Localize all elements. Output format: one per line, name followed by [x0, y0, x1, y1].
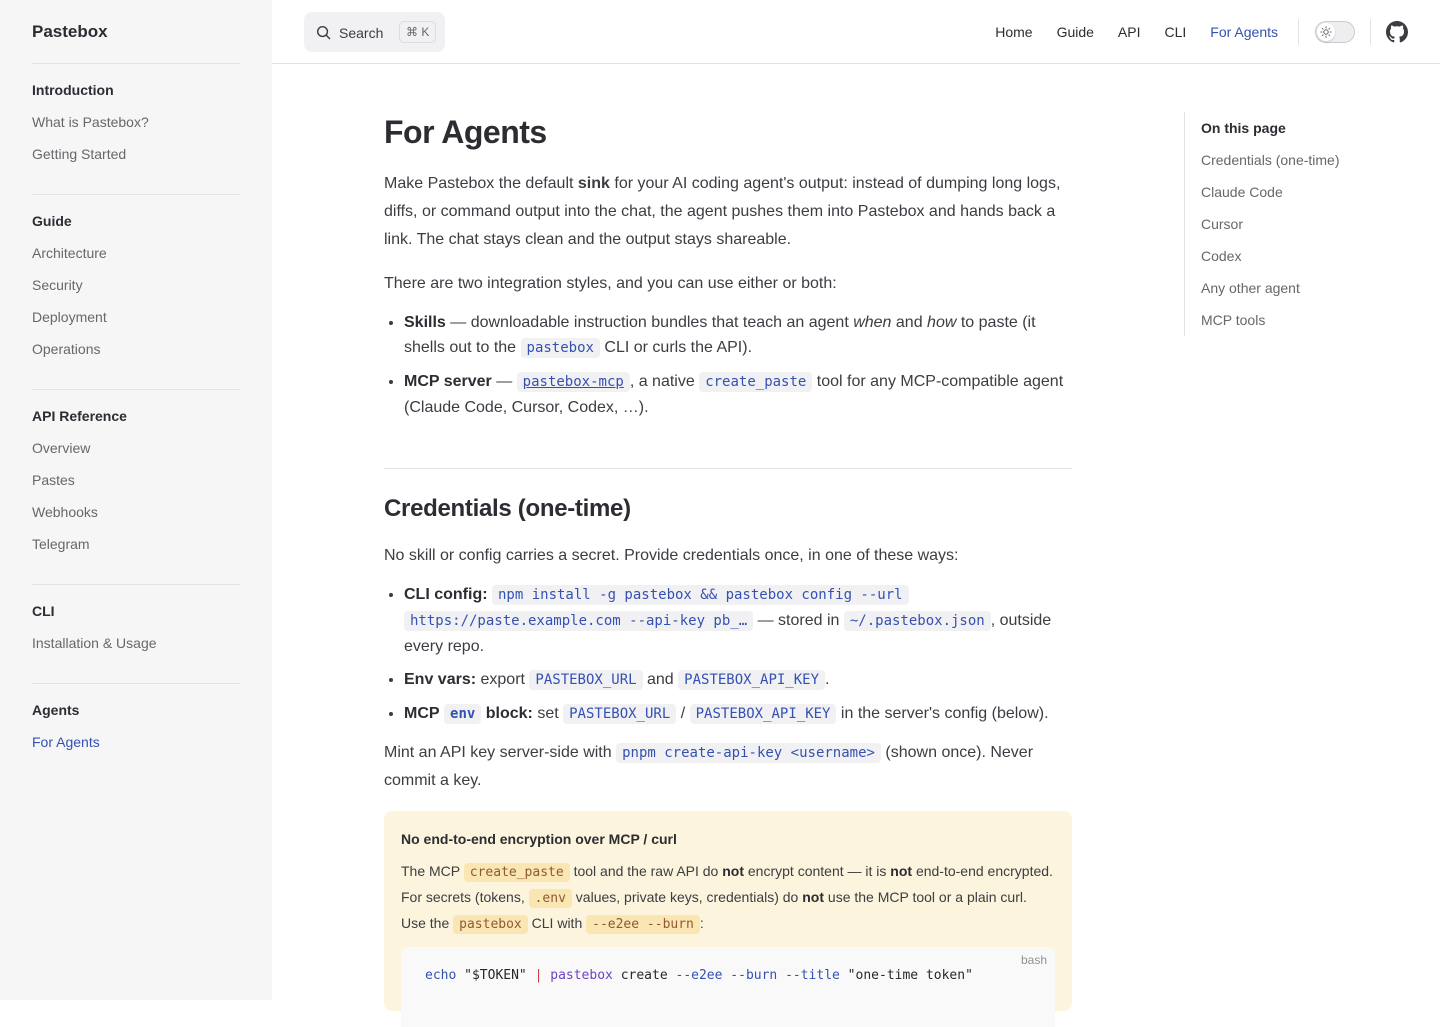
code-block[interactable]: [401, 947, 1055, 1027]
mint-key-paragraph: [384, 739, 1072, 795]
inline-code: PASTEBOX_URL: [529, 670, 642, 690]
list-text: and: [642, 671, 679, 688]
intro-text: for your AI coding agent's output: instead of dumping long logs, diffs, or command output into the chat, the agent pushes them into Pastebox and hands back a link. The chat stays clean and the output stays shareable.: [384, 175, 1061, 248]
credentials-list: [384, 582, 1072, 727]
sidebar-group-title: Guide: [32, 213, 72, 229]
intro-emphasis: sink: [577, 175, 610, 192]
list-text: in the server's config (below).: [836, 705, 1049, 722]
intro-text: Make Pastebox the default: [384, 175, 578, 192]
list-text: and: [891, 314, 928, 331]
sidebar-group-title: Introduction: [32, 82, 114, 98]
toc-item-any-other-agent[interactable]: Any other agent: [1201, 280, 1300, 296]
integration-styles-list: [384, 310, 1072, 420]
sidebar-group-agents: [32, 683, 240, 758]
toc-item-credentials[interactable]: Credentials (one-time): [1201, 152, 1340, 168]
sidebar-group-title: CLI: [32, 603, 55, 619]
sidebar-item-what-is-pastebox[interactable]: What is Pastebox?: [32, 114, 149, 130]
callout-text: values, private keys, credentials) do: [571, 889, 803, 905]
nav-link-cli[interactable]: CLI: [1164, 24, 1187, 40]
code-token: "$TOKEN": [456, 968, 535, 983]
list-item-label: Env vars:: [404, 671, 477, 688]
list-text: /: [676, 705, 690, 722]
inline-code: create_paste: [699, 372, 812, 392]
callout-text: CLI with: [527, 915, 587, 931]
top-nav: [272, 0, 1440, 64]
sidebar-group-api-reference: [32, 389, 240, 560]
sidebar-item-overview[interactable]: Overview: [32, 440, 91, 456]
sidebar-group-title: Agents: [32, 702, 80, 718]
inline-code: npm install -g pastebox && pastebox config --url: [492, 585, 909, 605]
search-label: Search: [339, 25, 384, 41]
nav-link-api[interactable]: API: [1117, 24, 1141, 40]
nav-link-guide[interactable]: Guide: [1056, 24, 1094, 40]
nav-divider: [1298, 19, 1299, 45]
warning-callout: [384, 811, 1072, 1011]
sidebar-item-installation-usage[interactable]: Installation & Usage: [32, 635, 157, 651]
list-item-label: CLI config:: [404, 586, 488, 603]
list-item-cli-config: [404, 582, 1072, 659]
code-token: pastebox: [542, 968, 613, 983]
list-text: to paste (it shells out to the: [404, 314, 1036, 356]
list-text: export: [476, 671, 530, 688]
toc-item-mcp-tools[interactable]: MCP tools: [1201, 312, 1266, 328]
inline-code: PASTEBOX_URL: [563, 704, 676, 724]
list-item-env-vars: [404, 667, 1072, 693]
inline-code: ~/.pastebox.json: [844, 611, 991, 631]
nav-link-for-agents[interactable]: For Agents: [1210, 24, 1278, 40]
pastebox-mcp-link[interactable]: pastebox-mcp: [517, 372, 630, 392]
code-token: create: [612, 968, 668, 983]
list-text: , outside every repo.: [404, 612, 1052, 655]
list-text: , a native: [629, 373, 700, 390]
sidebar-item-architecture[interactable]: Architecture: [32, 245, 107, 261]
credentials-intro: No skill or config carries a secret. Provide credentials once, in one of these ways:: [384, 547, 959, 564]
list-text: — stored in: [753, 612, 844, 629]
callout-emphasis: not: [802, 889, 825, 905]
list-item-skills: [404, 310, 1072, 361]
code-line: [425, 961, 1031, 991]
list-item-label: Skills: [404, 314, 446, 331]
search-button[interactable]: [304, 12, 445, 52]
sun-icon: [1320, 26, 1332, 38]
list-emphasis: how: [927, 314, 957, 331]
list-text: CLI or curls the API).: [599, 339, 753, 356]
sidebar-group-introduction: [32, 63, 240, 170]
list-emphasis: when: [853, 314, 892, 331]
sidebar-item-deployment[interactable]: Deployment: [32, 309, 107, 325]
theme-toggle-knob: [1317, 23, 1335, 41]
inline-code: env: [444, 704, 481, 724]
sidebar-item-webhooks[interactable]: Webhooks: [32, 504, 98, 520]
sidebar-group-guide: [32, 194, 240, 365]
toc-title: On this page: [1201, 120, 1286, 136]
main-content: [384, 104, 1072, 1011]
code-token: --e2ee --burn --title: [667, 968, 840, 983]
paragraph-text: (shown once). Never commit a key.: [384, 744, 1034, 789]
sidebar-group-title: API Reference: [32, 408, 127, 424]
code-language-label: bash: [1020, 953, 1047, 967]
list-item-mcp-server: [404, 369, 1072, 420]
callout-emphasis: not: [890, 863, 913, 879]
section-divider: [384, 468, 1072, 469]
callout-emphasis: not: [722, 863, 744, 879]
inline-code: --e2ee --burn: [586, 915, 700, 934]
code-token: "one-time token": [839, 968, 973, 983]
nav-link-home[interactable]: Home: [995, 24, 1033, 40]
nav-divider: [1370, 19, 1371, 45]
inline-code: PASTEBOX_API_KEY: [690, 704, 837, 724]
list-item-mcp-env-block: [404, 701, 1072, 727]
list-item-label: block:: [485, 705, 533, 722]
list-text: .: [825, 671, 830, 688]
sidebar-item-pastes[interactable]: Pastes: [32, 472, 75, 488]
sidebar-item-security[interactable]: Security: [32, 277, 83, 293]
search-icon: [316, 25, 331, 40]
search-shortcut: ⌘ K: [399, 21, 436, 43]
callout-text: end-to-end encrypted. For secrets (tokens,: [401, 863, 1053, 905]
list-text: tool for any MCP-compatible agent (Claude Code, Cursor, Codex, …).: [404, 373, 1064, 416]
toc-item-codex[interactable]: Codex: [1201, 248, 1242, 264]
toc-item-claude-code[interactable]: Claude Code: [1201, 184, 1283, 200]
github-icon[interactable]: [1386, 21, 1408, 43]
callout-text: encrypt content — it is: [744, 863, 891, 879]
inline-code: PASTEBOX_API_KEY: [678, 670, 825, 690]
list-text: set: [532, 705, 564, 722]
list-item-label: MCP: [404, 705, 440, 722]
page-title: For Agents: [384, 114, 547, 150]
sidebar: [0, 0, 272, 1000]
callout-text: tool and the raw API do: [569, 863, 723, 879]
inline-code: pnpm create-api-key <username>: [616, 743, 881, 763]
sidebar-item-telegram[interactable]: Telegram: [32, 536, 90, 552]
table-of-contents: [1184, 112, 1384, 336]
list-text: — downloadable instruction bundles that teach an agent: [445, 314, 854, 331]
callout-text: use the MCP tool or a plain curl. Use the: [401, 889, 1027, 931]
inline-code: https://paste.example.com --api-key pb_…: [404, 611, 753, 631]
section-heading-credentials: Credentials (one-time): [384, 495, 631, 522]
brand-logo[interactable]: Pastebox: [32, 22, 108, 41]
styles-intro: There are two integration styles, and you can use either or both:: [384, 275, 837, 292]
inline-code: pastebox: [521, 338, 600, 358]
callout-title: No end-to-end encryption over MCP / curl: [401, 831, 677, 847]
theme-toggle[interactable]: [1315, 21, 1355, 43]
sidebar-item-operations[interactable]: Operations: [32, 341, 101, 357]
callout-text: :: [699, 915, 704, 931]
inline-code: pastebox: [453, 915, 528, 934]
list-item-label: MCP server: [404, 373, 492, 390]
sidebar-item-getting-started[interactable]: Getting Started: [32, 146, 127, 162]
paragraph-text: Mint an API key server-side with: [384, 744, 617, 761]
callout-body: [401, 859, 1055, 937]
intro-paragraph: [384, 170, 1072, 254]
code-token: echo: [425, 968, 457, 983]
inline-code: create_paste: [464, 863, 570, 882]
inline-code: .env: [529, 889, 572, 908]
nav-links: [995, 0, 1278, 64]
toc-item-cursor[interactable]: Cursor: [1201, 216, 1244, 232]
sidebar-group-cli: [32, 584, 240, 659]
code-token: |: [534, 968, 543, 983]
callout-text: The MCP: [401, 863, 464, 879]
sidebar-item-for-agents[interactable]: For Agents: [32, 734, 100, 750]
list-text: —: [491, 373, 517, 390]
